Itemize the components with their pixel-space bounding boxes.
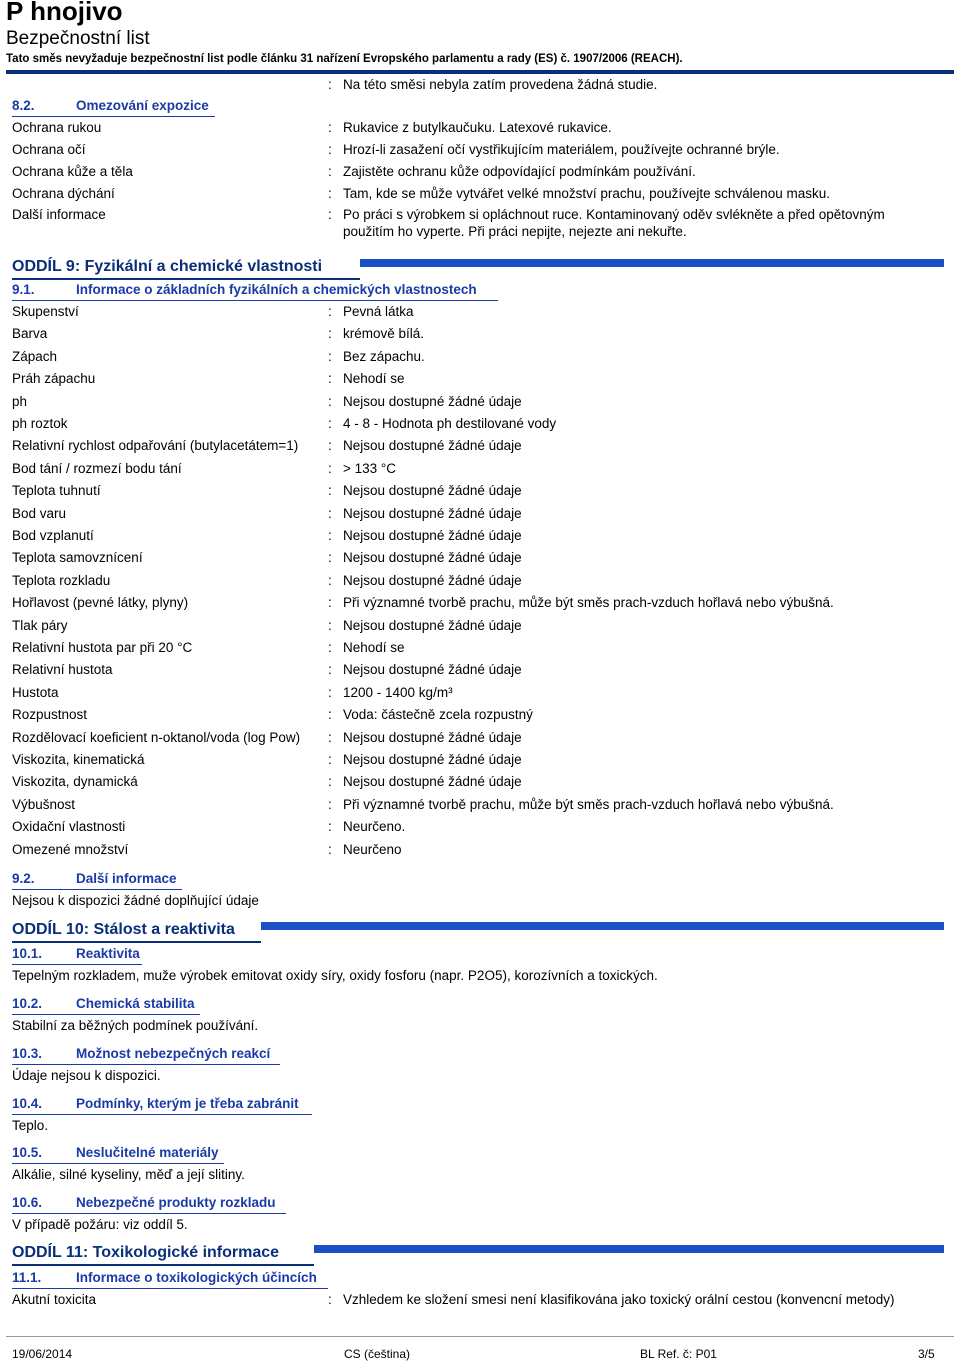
colon: :: [328, 707, 332, 722]
property-value-text: 1200 - 1400 kg/m³: [343, 685, 453, 700]
subsection-10-3-underline: [12, 1064, 280, 1065]
section-11-title: ODDÍL 11: Toxikologické informace: [12, 1244, 280, 1261]
property-value: [328, 528, 522, 543]
toxicity-value: [328, 1292, 895, 1307]
property-value: [328, 416, 556, 431]
property-value-text: Nehodí se: [343, 371, 405, 386]
colon: :: [328, 461, 332, 476]
colon: :: [328, 662, 332, 677]
subsection-number: 10.2.: [12, 996, 43, 1011]
property-label: Teplota samovznícení: [12, 550, 143, 565]
property-value-text: > 133 °C: [343, 461, 397, 476]
property-label: Teplota tuhnutí: [12, 483, 101, 498]
colon: :: [328, 595, 332, 610]
subsection-number: 11.1.: [12, 1270, 42, 1285]
subsection-10-2: [12, 996, 195, 1011]
property-label: ph roztok: [12, 416, 68, 431]
colon: :: [328, 120, 332, 135]
subsection-10-1: [12, 946, 140, 961]
colon: :: [328, 774, 332, 789]
colon: :: [328, 618, 332, 633]
subsection-number: 10.6.: [12, 1195, 43, 1210]
subsection-number: 10.1.: [12, 946, 43, 961]
subsection-number: 9.2.: [12, 871, 35, 886]
reach-note: Tato směs nevyžaduje bezpečnostní list podle článku 31 nařízení Evropského parlamentu a rady (ES) č. 1907/2006 (REACH).: [6, 53, 683, 65]
colon: :: [328, 640, 332, 655]
property-value: [328, 550, 522, 565]
property-value: [328, 618, 522, 633]
colon: :: [328, 506, 332, 521]
product-title: P hnojivo: [6, 0, 123, 26]
exposure-label: Ochrana rukou: [12, 120, 102, 135]
subsection-number: 10.5.: [12, 1145, 43, 1160]
section-11-title-underline: [12, 1264, 314, 1266]
subsection-11-1-underline: [12, 1288, 328, 1289]
subsection-10-2-underline: [12, 1014, 200, 1015]
colon: :: [328, 1292, 332, 1307]
section-9-title: ODDÍL 9: Fyzikální a chemické vlastnosti: [12, 258, 323, 275]
property-value: [328, 371, 405, 386]
property-label: Rozdělovací koeficient n-oktanol/voda (log Pow): [12, 730, 301, 745]
colon: :: [328, 142, 332, 157]
subsection-number: 9.1.: [12, 282, 35, 297]
property-value: [328, 640, 405, 655]
subsection-8-2: [12, 98, 209, 113]
subsection-title: Informace o základních fyzikálních a chemických vlastnostech: [76, 282, 477, 297]
property-value-text: Nejsou dostupné žádné údaje: [343, 438, 522, 453]
subsection-10-2-text: Stabilní za běžných podmínek používání.: [12, 1018, 259, 1033]
property-value: [328, 461, 396, 476]
footer-page-number: 3/5: [918, 1347, 935, 1361]
property-value: [328, 326, 424, 341]
property-value: [328, 685, 453, 700]
colon: :: [328, 752, 332, 767]
property-value: [328, 707, 533, 722]
section-9-title-underline: [12, 278, 360, 280]
exposure-label: Ochrana kůže a těla: [12, 164, 133, 179]
subsection-9-2: [12, 871, 177, 886]
property-label: ph: [12, 394, 28, 409]
subsection-title: Chemická stabilita: [76, 996, 195, 1011]
subsection-title: Neslučitelné materiály: [76, 1145, 219, 1160]
colon: :: [328, 438, 332, 453]
exposure-value-text: Rukavice z butylkaučuku. Latexové rukavice.: [343, 120, 612, 135]
exposure-value-text: Po práci s výrobkem si opláchnout ruce. Kontaminovaný oděv svlékněte a před opětovným: [343, 207, 885, 222]
property-value: [328, 394, 522, 409]
colon: :: [328, 416, 332, 431]
property-value: [328, 573, 522, 588]
property-value: [328, 752, 522, 767]
additional-info-text: Nejsou k dispozici žádné doplňující údaje: [12, 893, 259, 908]
subsection-9-1-underline: [12, 300, 498, 301]
subsection-title: Další informace: [76, 871, 177, 886]
property-value: [328, 797, 834, 812]
property-label: Skupenství: [12, 304, 79, 319]
section-10-title: ODDÍL 10: Stálost a reaktivita: [12, 921, 235, 938]
property-value: [328, 730, 522, 745]
subsection-11-1: [12, 1270, 317, 1285]
exposure-label: Ochrana očí: [12, 142, 86, 157]
subsection-10-6-underline: [12, 1213, 286, 1214]
subsection-title: Informace o toxikologických účincích: [76, 1270, 317, 1285]
property-label: Bod tání / rozmezí bodu tání: [12, 461, 182, 476]
property-value-text: Nejsou dostupné žádné údaje: [343, 618, 522, 633]
property-label: Výbušnost: [12, 797, 76, 812]
property-label: Oxidační vlastnosti: [12, 819, 126, 834]
exposure-value-text: Hrozí-li zasažení očí vystřikujícím materiálem, používejte ochranné brýle.: [343, 142, 780, 157]
property-value-text: Při významné tvorbě prachu, může být směs prach-vzduch hořlavá nebo výbušná.: [343, 595, 834, 610]
property-value: [328, 662, 522, 677]
property-value-text: Nejsou dostupné žádné údaje: [343, 752, 522, 767]
colon: :: [328, 797, 332, 812]
property-label: Hořlavost (pevné látky, plyny): [12, 595, 189, 610]
exposure-value: [328, 120, 612, 135]
property-label: Rozpustnost: [12, 707, 88, 722]
property-value-text: Nejsou dostupné žádné údaje: [343, 528, 522, 543]
colon: :: [328, 528, 332, 543]
colon: :: [328, 349, 332, 364]
property-value-text: Nejsou dostupné žádné údaje: [343, 573, 522, 588]
subsection-9-2-underline: [12, 889, 182, 890]
subsection-10-3-text: Údaje nejsou k dispozici.: [12, 1068, 161, 1083]
colon: :: [328, 685, 332, 700]
property-value-text: krémově bílá.: [343, 326, 425, 341]
study-note-value-text: Na této směsi nebyla zatím provedena žádná studie.: [343, 77, 658, 92]
property-value: [328, 819, 405, 834]
exposure-label: Další informace: [12, 207, 106, 222]
subsection-10-6: [12, 1195, 276, 1210]
colon: :: [328, 326, 332, 341]
property-value: [328, 842, 402, 857]
property-value-text: Voda: částečně zcela rozpustný: [343, 707, 533, 722]
property-label: Relativní rychlost odpařování (butylacetátem=1): [12, 438, 299, 453]
exposure-value-cont: použitím ho vyperte. Při práci nepijte, nejezte ani nekuřte.: [343, 224, 687, 239]
property-value-text: Pevná látka: [343, 304, 414, 319]
footer-date: 19/06/2014: [12, 1347, 73, 1361]
colon: :: [328, 550, 332, 565]
section-10-title-underline: [12, 941, 261, 943]
colon: :: [328, 207, 332, 222]
study-note-value: [328, 77, 657, 92]
footer-reference: BL Ref. č: P01: [640, 1347, 717, 1361]
colon: :: [328, 304, 332, 319]
exposure-value-text: Zajistěte ochranu kůže odpovídající podmínkám používání.: [343, 164, 696, 179]
subsection-10-5-text: Alkálie, silné kyseliny, měď a její slitiny.: [12, 1167, 245, 1182]
property-label: Hustota: [12, 685, 59, 700]
colon: :: [328, 394, 332, 409]
property-label: Relativní hustota par při 20 °C: [12, 640, 193, 655]
property-value-text: Při významné tvorbě prachu, může být směs prach-vzduch hořlavá nebo výbušná.: [343, 797, 834, 812]
subsection-title: Podmínky, kterým je třeba zabránit: [76, 1096, 299, 1111]
property-label: Tlak páry: [12, 618, 68, 633]
subsection-number: 8.2.: [12, 98, 35, 113]
colon: :: [328, 573, 332, 588]
property-label: Barva: [12, 326, 48, 341]
property-value-text: Nejsou dostupné žádné údaje: [343, 662, 522, 677]
colon: :: [328, 77, 332, 92]
subsection-title: Nebezpečné produkty rozkladu: [76, 1195, 276, 1210]
colon: :: [328, 819, 332, 834]
footer-language: CS (čeština): [344, 1347, 411, 1361]
header-rule: [6, 70, 954, 74]
subsection-10-1-text: Tepelným rozkladem, muže výrobek emitovat oxidy síry, oxidy fosforu (napr. P2O5), korozívních a toxických.: [12, 968, 658, 983]
property-value: [328, 506, 522, 521]
document-subtitle: Bezpečnostní list: [6, 28, 150, 49]
property-value-text: Nejsou dostupné žádné údaje: [343, 394, 522, 409]
property-value: [328, 774, 522, 789]
colon: :: [328, 842, 332, 857]
property-value: [328, 304, 414, 319]
property-value-text: 4 - 8 - Hodnota ph destilované vody: [343, 416, 557, 431]
property-value-text: Nejsou dostupné žádné údaje: [343, 483, 522, 498]
property-value-text: Nejsou dostupné žádné údaje: [343, 730, 522, 745]
exposure-value-text: Tam, kde se může vytvářet velké množství prachu, používejte schválenou masku.: [343, 186, 830, 201]
subsection-number: 10.3.: [12, 1046, 43, 1061]
toxicity-label: Akutní toxicita: [12, 1292, 97, 1307]
exposure-value: [328, 186, 830, 201]
property-label: Bod varu: [12, 506, 67, 521]
subsection-number: 10.4.: [12, 1096, 43, 1111]
exposure-value: [328, 164, 696, 179]
subsection-10-1-underline: [12, 964, 142, 965]
footer-rule: [6, 1336, 954, 1337]
exposure-value: [328, 207, 885, 222]
subsection-10-3: [12, 1046, 270, 1061]
property-label: Bod vzplanutí: [12, 528, 94, 543]
property-label: Zápach: [12, 349, 58, 364]
colon: :: [328, 483, 332, 498]
subsection-title: Omezování expozice: [76, 98, 209, 113]
subsection-10-4: [12, 1096, 299, 1111]
property-label: Omezené množství: [12, 842, 129, 857]
property-label: Práh zápachu: [12, 371, 96, 386]
property-label: Viskozita, kinematická: [12, 752, 145, 767]
subsection-title: Možnost nebezpečných reakcí: [76, 1046, 271, 1061]
property-value: [328, 483, 522, 498]
colon: :: [328, 164, 332, 179]
property-label: Viskozita, dynamická: [12, 774, 138, 789]
property-value-text: Nejsou dostupné žádné údaje: [343, 774, 522, 789]
subsection-9-1: [12, 282, 477, 297]
toxicity-value-text: Vzhledem ke složení smesi není klasifikována jako toxický orální cestou (konvencní metody): [343, 1292, 895, 1307]
colon: :: [328, 371, 332, 386]
property-value: [328, 438, 522, 453]
subsection-10-4-underline: [12, 1114, 312, 1115]
property-value-text: Nejsou dostupné žádné údaje: [343, 550, 522, 565]
subsection-8-2-underline: [12, 116, 215, 117]
section-9-title-bar: [360, 259, 944, 267]
property-value-text: Neurčeno.: [343, 819, 406, 834]
exposure-label: Ochrana dýchání: [12, 186, 115, 201]
section-11-title-bar: [314, 1245, 944, 1253]
property-value-text: Neurčeno: [343, 842, 402, 857]
subsection-10-6-text: V případě požáru: viz oddíl 5.: [12, 1217, 188, 1232]
exposure-value: [328, 142, 780, 157]
property-label: Teplota rozkladu: [12, 573, 111, 588]
property-value-text: Nejsou dostupné žádné údaje: [343, 506, 522, 521]
property-value: [328, 595, 834, 610]
colon: :: [328, 186, 332, 201]
subsection-10-4-text: Teplo.: [12, 1118, 49, 1133]
property-label: Relativní hustota: [12, 662, 113, 677]
subsection-10-5-underline: [12, 1163, 224, 1164]
subsection-10-5: [12, 1145, 219, 1160]
property-value: [328, 349, 425, 364]
section-10-title-bar: [261, 922, 944, 930]
subsection-title: Reaktivita: [76, 946, 140, 961]
property-value-text: Bez zápachu.: [343, 349, 425, 364]
property-value-text: Nehodí se: [343, 640, 405, 655]
colon: :: [328, 730, 332, 745]
